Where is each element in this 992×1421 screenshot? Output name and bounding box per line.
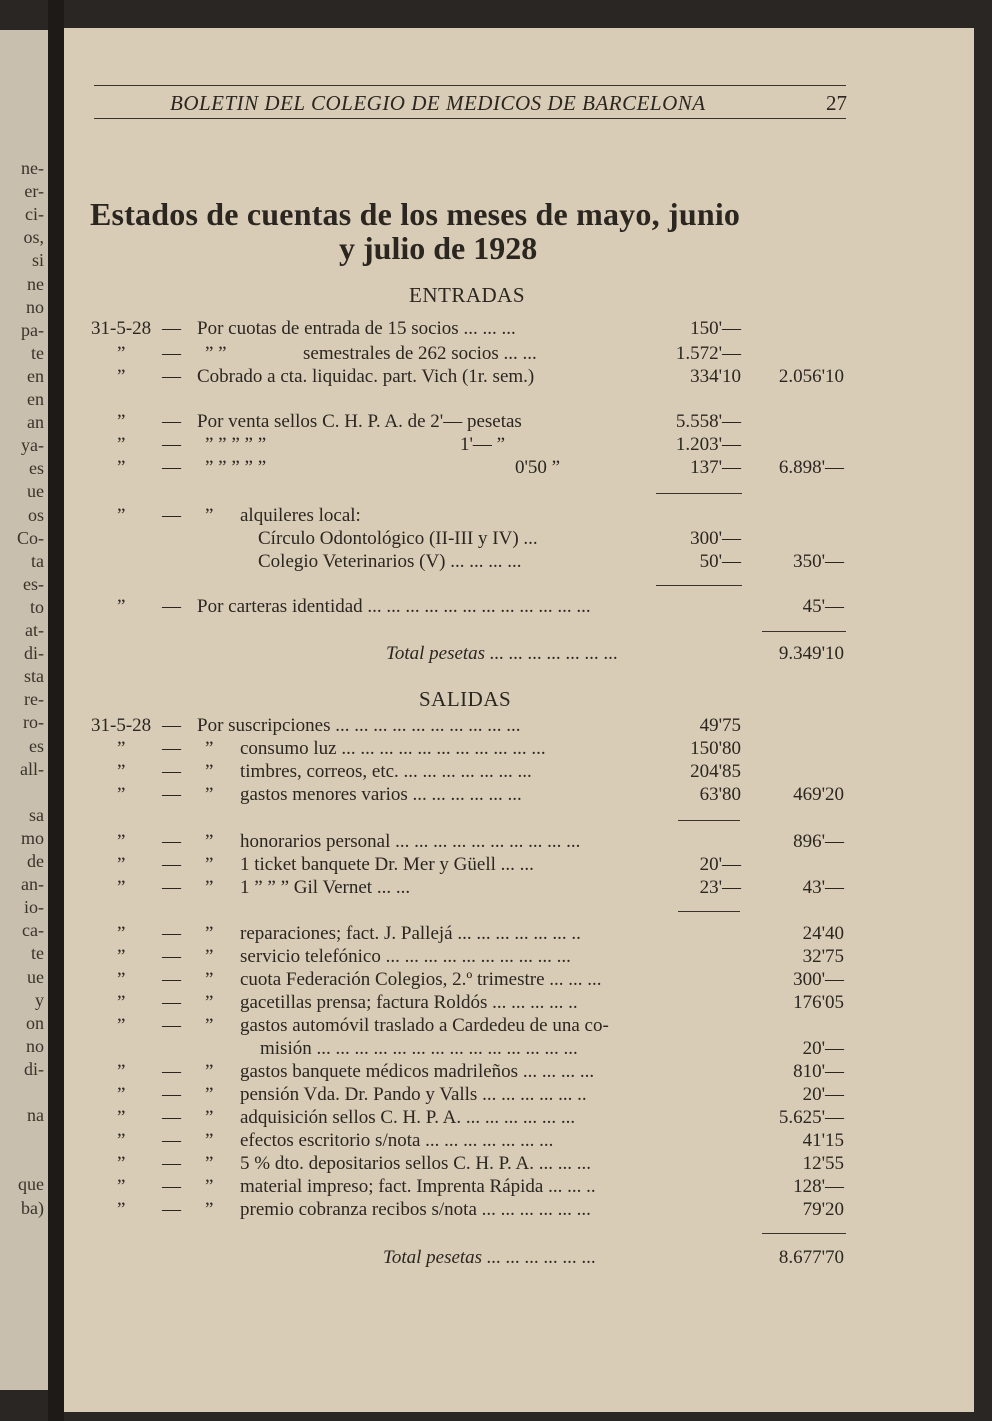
entradas-total-value: 9.349'10: [778, 643, 844, 664]
facing-page-fragment: re-: [24, 689, 44, 710]
row-total: 41'15: [802, 1130, 844, 1151]
facing-page-fragment: er-: [24, 181, 44, 202]
row-total: 12'55: [802, 1153, 844, 1174]
table-row: [0, 968, 992, 992]
row-date: ”: [117, 1176, 126, 1197]
row-description: Círculo Odontológico (II-III y IV) ...: [258, 528, 538, 549]
facing-page-fragment: es: [29, 458, 44, 479]
facing-page-fragment: ca-: [22, 920, 44, 941]
row-dash: —: [162, 1084, 181, 1105]
row-date: ”: [117, 1061, 126, 1082]
page-title-line-1: Estados de cuentas de los meses de mayo, junio: [90, 196, 741, 232]
table-row: [0, 365, 992, 389]
row-ditto: ”: [205, 1130, 214, 1151]
row-dash: —: [162, 318, 181, 339]
table-row: [0, 1198, 992, 1222]
row-date: ”: [117, 992, 126, 1013]
total-rule: [762, 1233, 846, 1234]
row-ditto: ”: [205, 969, 214, 990]
facing-page-fragment: Co-: [17, 527, 44, 548]
row-description: Por cuotas de entrada de 15 socios ... ... ...: [197, 318, 516, 339]
row-date: ”: [117, 1130, 126, 1151]
row-ditto: ”: [205, 854, 214, 875]
table-row: [0, 783, 992, 807]
row-dash: —: [162, 1199, 181, 1220]
row-dash: —: [162, 784, 181, 805]
table-row: [0, 1037, 992, 1061]
row-dash: —: [162, 434, 181, 455]
facing-page-fragment: es-: [23, 573, 44, 594]
table-row: [0, 737, 992, 761]
table-row: [0, 1014, 992, 1038]
row-description: 0'50 ”: [515, 457, 561, 478]
facing-page-fragment: ne-: [21, 158, 44, 178]
row-date: ”: [117, 761, 126, 782]
row-ditto: ”: [205, 1176, 214, 1197]
row-dash: —: [162, 596, 181, 617]
row-description: Por venta sellos C. H. P. A. de 2'— pesetas: [197, 411, 522, 432]
subtotal-rule: [656, 585, 742, 586]
row-ditto: ”: [205, 1061, 214, 1082]
row-total: 896'—: [793, 831, 844, 852]
table-row: [0, 714, 992, 738]
row-dash: —: [162, 343, 181, 364]
header-top-rule: [94, 85, 846, 86]
row-total: 810'—: [793, 1061, 844, 1082]
facing-page-fragment: de: [27, 851, 44, 871]
row-description: 1'— ”: [460, 434, 506, 455]
facing-page-fragment: to: [29, 596, 44, 617]
table-row: [0, 1060, 992, 1084]
row-total: 32'75: [802, 946, 844, 967]
row-description: pensión Vda. Dr. Pando y Valls ... ... ... ... ... ..: [240, 1084, 587, 1105]
row-ditto: ”: [205, 505, 214, 526]
salidas-total-value: 8.677'70: [778, 1247, 844, 1268]
row-date: ”: [117, 946, 126, 967]
facing-page-fragment: y: [35, 989, 44, 1010]
table-row: [0, 876, 992, 900]
row-date: ”: [117, 738, 126, 759]
row-total: 350'—: [793, 551, 844, 572]
row-amount: 5.558'—: [675, 411, 741, 432]
facing-page-fragment: ue: [27, 966, 44, 987]
row-amount: 1.203'—: [675, 434, 741, 455]
row-description: material impreso; fact. Imprenta Rápida ... ... ..: [240, 1176, 596, 1197]
row-date: ”: [117, 457, 126, 478]
facing-page-fragment: te: [31, 943, 44, 964]
row-dash: —: [162, 761, 181, 782]
row-description: servicio telefónico ... ... ... ... ... ... ... ... ... ...: [240, 946, 571, 967]
row-date: ”: [117, 784, 126, 805]
facing-page-fragment: ro-: [23, 712, 44, 733]
subtotal-rule: [656, 493, 742, 494]
table-row: [0, 1175, 992, 1199]
row-amount: 23'—: [699, 877, 741, 898]
row-date: ”: [117, 923, 126, 944]
row-amount: 137'—: [690, 457, 741, 478]
table-row: [0, 991, 992, 1015]
row-date: ”: [117, 1107, 126, 1128]
table-row: [0, 410, 992, 434]
row-description: consumo luz ... ... ... ... ... ... ... ... ... ... ...: [240, 738, 546, 759]
row-ditto: ” ”: [205, 343, 227, 364]
table-row: [0, 1152, 992, 1176]
salidas-heading: SALIDAS: [419, 687, 512, 711]
table-row: [0, 922, 992, 946]
row-date: ”: [117, 831, 126, 852]
facing-page-fragment: sta: [24, 666, 44, 687]
facing-page-fragment: te: [31, 342, 44, 363]
row-total: 5.625'—: [778, 1107, 844, 1128]
row-ditto: ”: [205, 761, 214, 782]
row-amount: 50'—: [699, 551, 741, 572]
page-number: 27: [826, 91, 847, 115]
row-date: ”: [117, 1015, 126, 1036]
facing-page-fragment: ba): [21, 1197, 44, 1218]
row-description: gacetillas prensa; factura Roldós ... ... ... ... ..: [240, 992, 578, 1013]
row-dash: —: [162, 1061, 181, 1082]
row-date: ”: [117, 343, 126, 364]
facing-page-fragment: no: [26, 296, 44, 317]
row-description: reparaciones; fact. J. Pallejá ... ... ... ... ... ... ..: [240, 923, 581, 944]
facing-page-fragment: pa-: [21, 319, 44, 340]
row-description: 1 ” ” ” Gil Vernet ... ...: [240, 877, 411, 898]
row-description: alquileres local:: [240, 505, 361, 526]
table-row: [0, 1083, 992, 1107]
row-description: timbres, correos, etc. ... ... ... ... ... ... ...: [240, 761, 532, 782]
row-date: ”: [117, 877, 126, 898]
row-dash: —: [162, 457, 181, 478]
row-total: 6.898'—: [778, 457, 844, 478]
row-total: 45'—: [802, 596, 844, 617]
row-total: 20'—: [802, 1038, 844, 1059]
row-description: Cobrado a cta. liquidac. part. Vich (1r. sem.): [197, 366, 535, 387]
row-amount: 63'80: [699, 784, 741, 805]
table-row: [0, 504, 992, 528]
row-dash: —: [162, 831, 181, 852]
row-ditto: ”: [205, 738, 214, 759]
row-dash: —: [162, 505, 181, 526]
facing-page-fragment: os: [27, 504, 44, 525]
running-head: BOLETIN DEL COLEGIO DE MEDICOS DE BARCELONA: [170, 91, 706, 115]
row-date: ”: [117, 505, 126, 526]
row-ditto: ”: [205, 1153, 214, 1174]
facing-page-fragment: ya-: [21, 435, 44, 456]
row-dash: —: [162, 992, 181, 1013]
row-description: 5 % dto. depositarios sellos C. H. P. A. ... ... ...: [240, 1153, 591, 1174]
row-ditto: ”: [205, 831, 214, 852]
facing-page-fragment: en: [27, 365, 44, 386]
subtotal-rule: [678, 911, 740, 912]
row-dash: —: [162, 969, 181, 990]
row-dash: —: [162, 1176, 181, 1197]
row-dash: —: [162, 738, 181, 759]
row-date: ”: [117, 366, 126, 387]
row-amount: 334'10: [690, 366, 741, 387]
row-date: ”: [117, 434, 126, 455]
row-date: ”: [117, 1084, 126, 1105]
row-ditto: ” ” ” ” ”: [205, 434, 267, 455]
row-description: Por carteras identidad ... ... ... ... ... ... ... ... ... ... ... ...: [197, 596, 591, 617]
facing-page-fragment: mo: [20, 827, 44, 848]
row-date: ”: [117, 969, 126, 990]
page-title-line-2: y julio de 1928: [339, 230, 538, 266]
row-amount: 150'80: [690, 738, 741, 759]
facing-page-fragment: si: [31, 250, 44, 271]
table-row: [0, 595, 992, 619]
row-ditto: ”: [205, 923, 214, 944]
facing-page-fragment: que: [18, 1174, 44, 1195]
row-date: 31-5-28: [91, 715, 152, 736]
row-description: misión ... ... ... ... ... ... ... ... ... ... ... ... ... ...: [260, 1038, 578, 1059]
facing-page-fragment: en: [27, 389, 44, 409]
row-date: ”: [117, 854, 126, 875]
row-ditto: ” ” ” ” ”: [205, 457, 267, 478]
facing-page-fragment: an: [27, 412, 44, 433]
row-description: premio cobranza recibos s/nota ... ... ... ... ... ...: [240, 1199, 591, 1220]
row-dash: —: [162, 854, 181, 875]
table-row: [0, 853, 992, 877]
row-description: Por suscripciones ... ... ... ... ... ... ... ... ... ...: [197, 715, 521, 736]
table-row: [0, 945, 992, 969]
facing-page-fragment: ne: [27, 273, 44, 294]
row-date: ”: [117, 596, 126, 617]
row-dash: —: [162, 1015, 181, 1036]
facing-page-fragment: no: [26, 1035, 44, 1056]
row-dash: —: [162, 923, 181, 944]
row-date: ”: [117, 1153, 126, 1174]
row-description: 1 ticket banquete Dr. Mer y Güell ... ...: [240, 854, 534, 875]
table-row: [0, 550, 992, 574]
row-amount: 300'—: [690, 528, 741, 549]
row-amount: 20'—: [699, 854, 741, 875]
facing-page-fragment: ue: [27, 481, 44, 502]
row-total: 469'20: [793, 784, 844, 805]
facing-page-fragment: es: [29, 735, 44, 756]
row-description: gastos automóvil traslado a Cardedeu de una co-: [240, 1015, 609, 1036]
facing-page-fragment: all-: [20, 758, 44, 779]
facing-page-fragment: na: [27, 1105, 44, 1126]
row-description: cuota Federación Colegios, 2.º trimestre ... ... ...: [240, 969, 602, 990]
header-bottom-rule: [94, 118, 846, 119]
table-row: [0, 317, 992, 341]
facing-page-fragment: an-: [21, 874, 44, 895]
total-rule: [762, 631, 846, 632]
subtotal-rule: [678, 820, 740, 821]
row-amount: 49'75: [699, 715, 741, 736]
table-row: [0, 342, 992, 366]
row-description: gastos banquete médicos madrileños ... ... ... ...: [240, 1061, 595, 1082]
row-ditto: ”: [205, 784, 214, 805]
row-dash: —: [162, 411, 181, 432]
table-row: [0, 760, 992, 784]
row-description: semestrales de 262 socios ... ...: [303, 343, 537, 364]
row-total: 300'—: [793, 969, 844, 990]
facing-page-fragment: on: [26, 1012, 44, 1033]
row-dash: —: [162, 1130, 181, 1151]
table-row: [0, 1129, 992, 1153]
row-dash: —: [162, 877, 181, 898]
table-row: [0, 456, 992, 480]
row-total: 176'05: [793, 992, 844, 1013]
row-total: 128'—: [793, 1176, 844, 1197]
row-ditto: ”: [205, 1107, 214, 1128]
facing-page-fragment: ta: [31, 550, 44, 571]
row-ditto: ”: [205, 1084, 214, 1105]
facing-page-fragment: ci-: [25, 204, 44, 225]
row-total: 43'—: [802, 877, 844, 898]
table-row: [0, 1106, 992, 1130]
row-date: 31-5-28: [91, 318, 152, 339]
row-dash: —: [162, 1107, 181, 1128]
row-amount: 204'85: [690, 761, 741, 782]
table-row: [0, 527, 992, 551]
table-row: [0, 433, 992, 457]
row-date: ”: [117, 1199, 126, 1220]
row-date: ”: [117, 411, 126, 432]
row-total: 2.056'10: [778, 366, 844, 387]
facing-page-fragment: di-: [24, 643, 44, 664]
facing-page-fragment: sa: [29, 804, 44, 825]
entradas-total-label: Total pesetas ... ... ... ... ... ... ...: [386, 643, 619, 664]
row-description: Colegio Veterinarios (V) ... ... ... ...: [258, 551, 522, 572]
row-description: efectos escritorio s/nota ... ... ... ... ... ... ...: [240, 1130, 554, 1151]
row-dash: —: [162, 715, 181, 736]
row-dash: —: [162, 946, 181, 967]
facing-page-fragment: io-: [24, 897, 44, 918]
row-amount: 150'—: [690, 318, 741, 339]
row-ditto: ”: [205, 992, 214, 1013]
row-total: 24'40: [802, 923, 844, 944]
row-dash: —: [162, 1153, 181, 1174]
facing-page-fragment: at-: [25, 620, 44, 640]
salidas-total-label: Total pesetas ... ... ... ... ... ...: [383, 1247, 597, 1268]
row-ditto: ”: [205, 946, 214, 967]
facing-page-fragment: di-: [24, 1058, 44, 1079]
table-row: [0, 827, 992, 854]
row-ditto: ”: [205, 1199, 214, 1220]
row-description: honorarios personal ... ... ... ... ... ... ... ... ... ...: [240, 831, 581, 852]
row-total: 79'20: [802, 1199, 844, 1220]
entradas-heading: ENTRADAS: [409, 283, 526, 307]
row-description: adquisición sellos C. H. P. A. ... ... ... ... ... ...: [240, 1107, 576, 1128]
row-description: gastos menores varios ... ... ... ... ... ...: [240, 784, 522, 805]
row-dash: —: [162, 366, 181, 387]
row-ditto: ”: [205, 877, 214, 898]
facing-page-fragment: os,: [23, 227, 44, 248]
row-ditto: ”: [205, 1015, 214, 1036]
row-amount: 1.572'—: [675, 343, 741, 364]
row-total: 20'—: [802, 1084, 844, 1105]
